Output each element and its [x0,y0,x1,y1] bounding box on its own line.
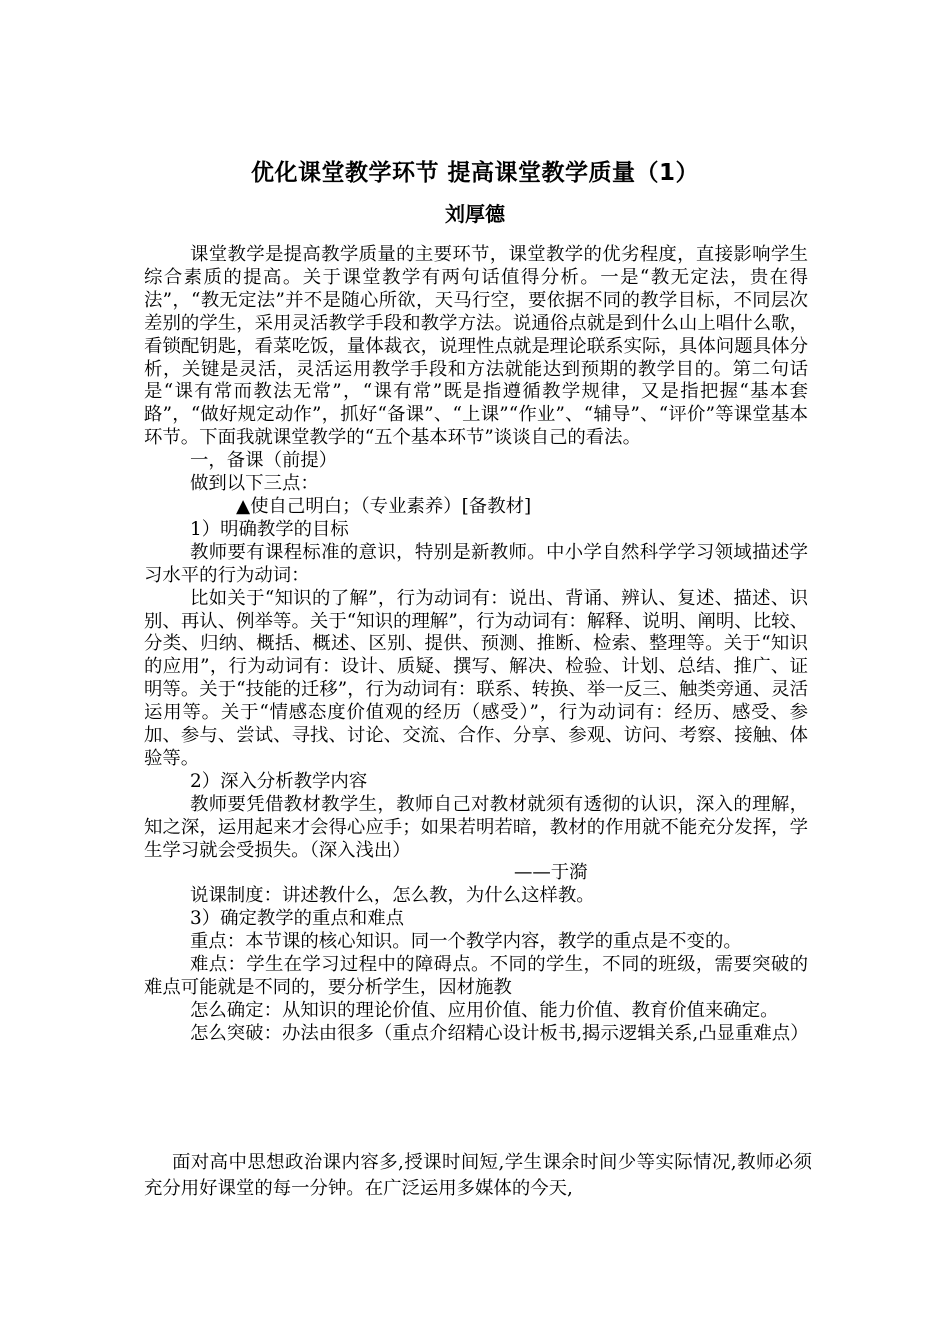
section-heading-prepare: 一，备课（前提） [190,450,338,472]
paragraph-materials: 教师要凭借教材教学生，教师自己对教材就须有透彻的认识，深入的理解，知之深，运用起来才会得心应手；如果若明若暗，教材的作用就不能充分发挥，学生学习就会受损失。（深入浅出） [144,793,808,861]
list-intro: 做到以下三点： [190,473,319,495]
subheading-content: 2）深入分析教学内容 [190,770,368,792]
document-title: 优化课堂教学环节 提高课堂教学质量（1） [250,160,699,186]
intro-paragraph: 课堂教学是提高教学质量的主要环节，课堂教学的优劣程度，直接影响学生综合素质的提高。关于课堂教学有两句话值得分析。一是“教无定法，贵在得法”，“教无定法”并不是随心所欲，天马行空，要依据不同的教学目标，不同层次差别的学生，采用灵活教学手段和教学方法。说通俗点就是到什么山上唱什么歌，看锁配钥匙，看菜吃饭，量体裁衣，说理性点就是理论联系实际，具体问题具体分析，关键是灵活，灵活运用教学手段和方法就能达到预期的教学目的。第二句话是“课有常而教法无常”，“课有常”既是指遵循教学规律，又是指把握“基本套路”，“做好规定动作”，抓好“备课”、“上课”“作业”、“辅导”、“评价”等课堂基本环节。下面我就课堂教学的“五个基本环节”谈谈自己的看法。 [144,244,808,449]
paragraph-how-break: 怎么突破：办法由很多（重点介绍精心设计板书,揭示逻辑关系,凸显重难点） [190,1022,809,1044]
paragraph-how-determine: 怎么确定：从知识的理论价值、应用价值、能力价值、教育价值来确定。 [190,999,779,1021]
paragraph-difficulty: 难点：学生在学习过程中的障碍点。不同的学生，不同的班级，需要突破的难点可能就是不同的，要分析学生，因材施教 [144,954,808,998]
document-author: 刘厚德 [445,202,505,226]
subheading-goals: 1）明确教学的目标 [190,518,349,540]
subheading-focus: 3）确定教学的重点和难点 [190,908,404,930]
quote-attribution: ——于漪 [514,862,588,884]
bullet-point: ▲使自己明白；（专业素养）[备教材] [236,495,532,517]
paragraph-politics: 面对高中思想政治课内容多,授课时间短,学生课余时间少等实际情况,教师必须充分用好课堂的每一分钟。在广泛运用多媒体的今天, [144,1152,812,1199]
document-body [144,244,808,1046]
paragraph-key-point: 重点：本节课的核心知识。同一个教学内容，教学的重点是不变的。 [190,931,742,953]
document-tail [144,1150,812,1202]
paragraph-verbs: 比如关于“知识的了解”，行为动词有：说出、背诵、辨认、复述、描述、识别、再认、例举等。关于“知识的理解”，行为动词有：解释、说明、阐明、比较、分类、归纳、概括、概述、区别、提供、预测、推断、检索、整理等。关于“知识的应用”，行为动词有：设计、质疑、撰写、解决、检验、计划、总结、推广、证明等。关于“技能的迁移”，行为动词有：联系、转换、举一反三、触类旁通、灵活运用等。关于“情感态度价值观的经历（感受）”，行为动词有：经历、感受、参加、参与、尝试、寻找、讨论、交流、合作、分享、参观、访问、考察、接触、体验等。 [144,587,808,769]
paragraph-lecture: 说课制度：讲述教什么，怎么教，为什么这样教。 [190,885,595,907]
paragraph-curriculum: 教师要有课程标准的意识，特别是新教师。中小学自然科学学习领域描述学习水平的行为动词： [144,541,808,586]
